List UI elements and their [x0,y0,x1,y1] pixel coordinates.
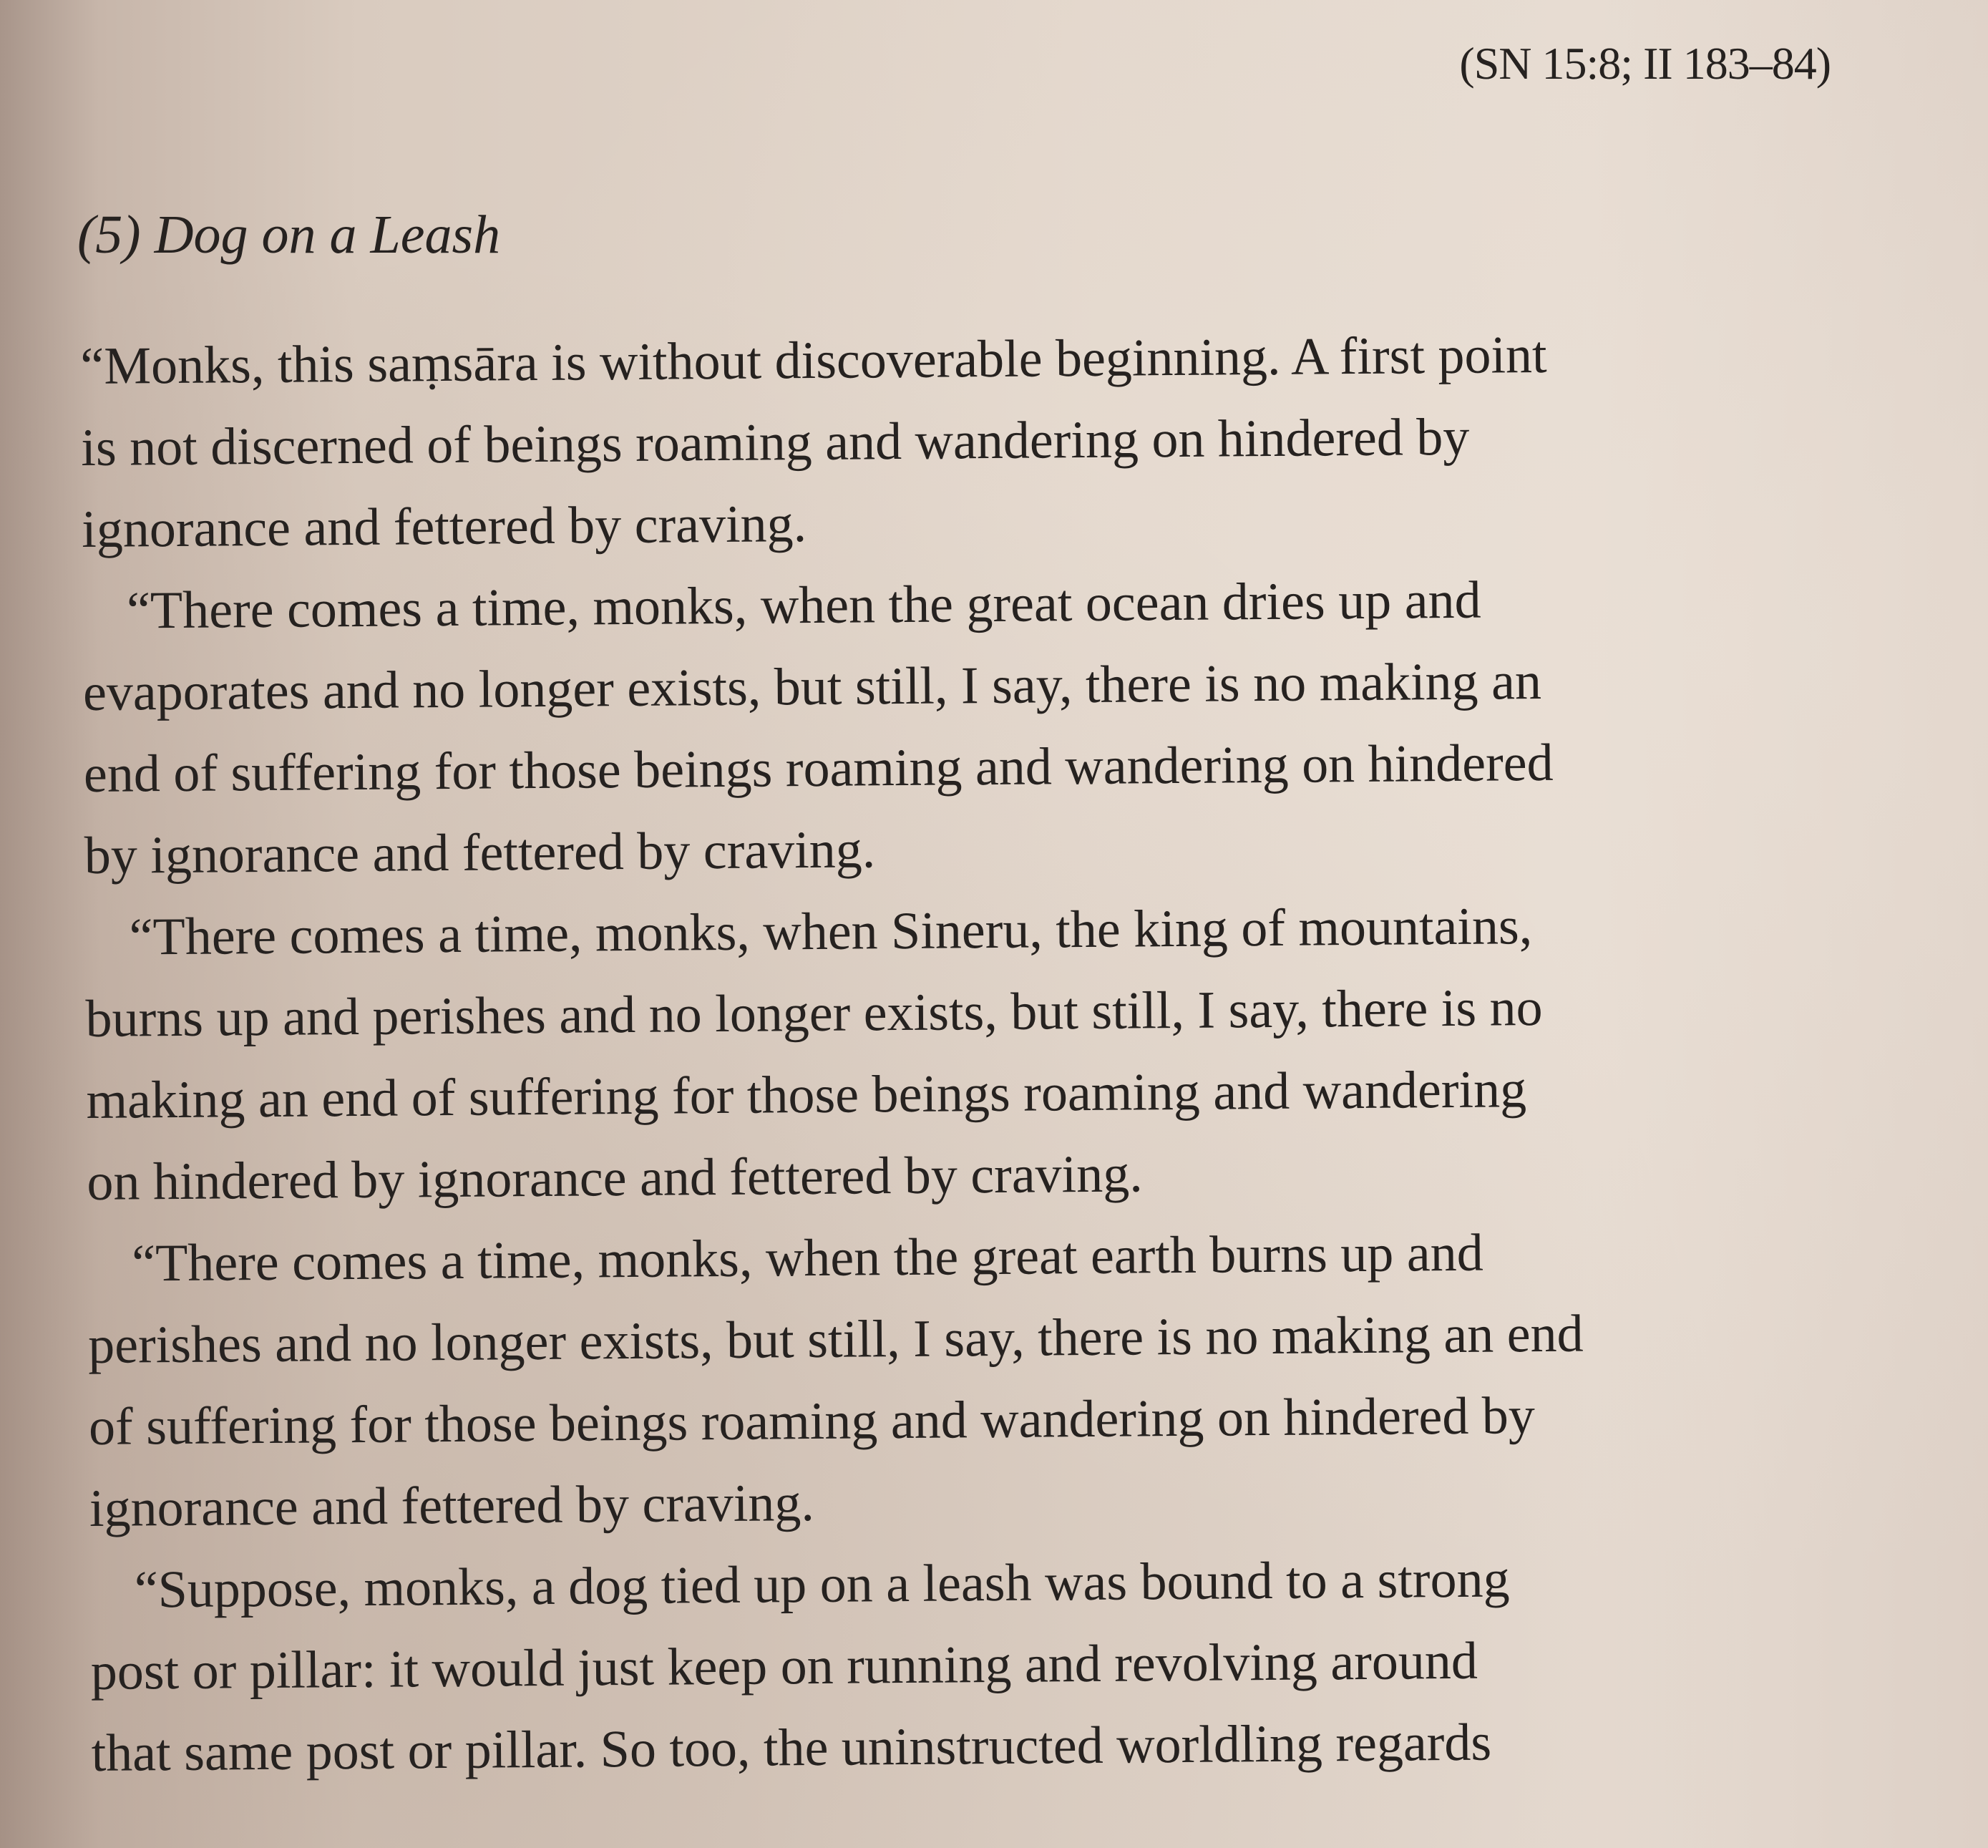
sutta-reference: (SN 15:8; II 183–84) [1459,38,1831,89]
text-line: “Monks, this saṃsāra is without discoverable beginning. A first point [80,325,1547,396]
text-line: of suffering for those beings roaming and wandering on hindered by [88,1386,1536,1456]
text-line: making an end of suffering for those beings roaming and wandering [86,1060,1527,1130]
section-title: (5) Dog on a Leash [77,205,501,265]
paragraph-start-line: “There comes a time, monks, when Sineru, the king of mountains, [129,897,1533,967]
text-line: on hindered by ignorance and fettered by craving. [87,1144,1143,1212]
text-line: perishes and no longer exists, but still, I say, there is no making an end [87,1304,1584,1375]
text-line: evaporates and no longer exists, but still, I say, there is no making an [82,651,1542,722]
text-line: ignorance and fettered by craving. [89,1473,815,1538]
paragraph-start-line: “There comes a time, monks, when the great ocean dries up and [126,570,1481,641]
text-line: post or pillar: it would just keep on running and revolving around [90,1631,1478,1701]
text-line: ignorance and fettered by craving. [81,495,807,559]
text-line: is not discerned of beings roaming and wandering on hindered by [81,407,1470,477]
text-line: that same post or pillar. So too, the uninstructed worldling regards [91,1713,1492,1783]
body-text [80,312,1838,1794]
text-line: burns up and perishes and no longer exists, but still, I say, there is no [85,978,1543,1049]
text-line: by ignorance and fettered by craving. [84,820,876,885]
text-line: end of suffering for those beings roaming and wandering on hindered [83,733,1554,804]
paragraph-start-line: “There comes a time, monks, when the great earth burns up and [131,1223,1483,1293]
paragraph-start-line: “Suppose, monks, a dog tied up on a leash was bound to a strong [134,1550,1510,1620]
